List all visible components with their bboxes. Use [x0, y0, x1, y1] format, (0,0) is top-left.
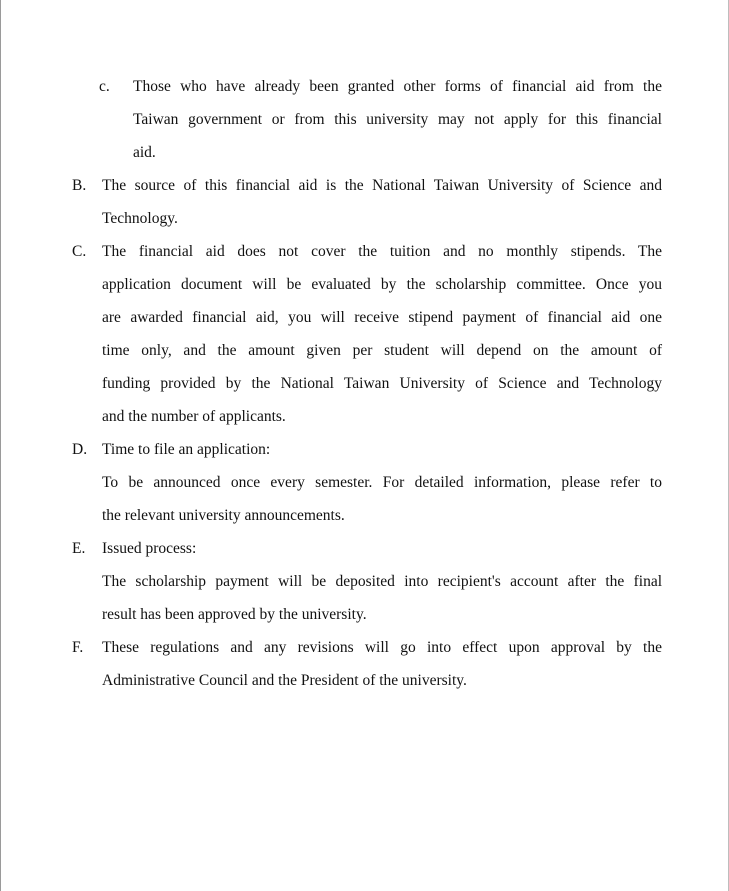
text-line: Taiwan government or from this university may not apply for this financial: [133, 111, 662, 128]
text-line: The scholarship payment will be deposited into recipient's account after the final: [102, 573, 662, 590]
list-marker: F.: [72, 639, 84, 656]
list-marker: B.: [72, 177, 87, 194]
list-item-text: [102, 433, 662, 532]
text-line: These regulations and any revisions will go into effect upon approval by the: [102, 639, 662, 656]
text-line: and the number of applicants.: [102, 408, 286, 425]
list-marker: E.: [72, 540, 86, 557]
text-line: are awarded financial aid, you will receive stipend payment of financial aid one: [102, 309, 662, 326]
text-line: Administrative Council and the President of the university.: [102, 672, 467, 689]
text-line: funding provided by the National Taiwan University of Science and Technology: [102, 375, 662, 392]
list-item-text: [102, 235, 662, 433]
text-line: The financial aid does not cover the tuition and no monthly stipends. The: [102, 243, 662, 260]
text-line: time only, and the amount given per student will depend on the amount of: [102, 342, 662, 359]
text-line: Those who have already been granted other forms of financial aid from the: [133, 78, 662, 95]
text-line: the relevant university announcements.: [102, 507, 345, 524]
list-item-text: [102, 631, 662, 697]
text-line: result has been approved by the university.: [102, 606, 367, 623]
text-line: The source of this financial aid is the National Taiwan University of Science and: [102, 177, 662, 194]
list-marker: C.: [72, 243, 87, 260]
text-line: Technology.: [102, 210, 178, 227]
list-item-text: [133, 70, 662, 169]
text-line: Issued process:: [102, 540, 197, 557]
list-marker: D.: [72, 441, 88, 458]
text-line: To be announced once every semester. For detailed information, please refer to: [102, 474, 662, 491]
text-line: Time to file an application:: [102, 441, 271, 458]
text-line: aid.: [133, 144, 156, 161]
text-line: application document will be evaluated by the scholarship committee. Once you: [102, 276, 662, 293]
list-marker: c.: [99, 78, 110, 95]
list-item-text: [102, 532, 662, 631]
list-item-text: [102, 169, 662, 235]
